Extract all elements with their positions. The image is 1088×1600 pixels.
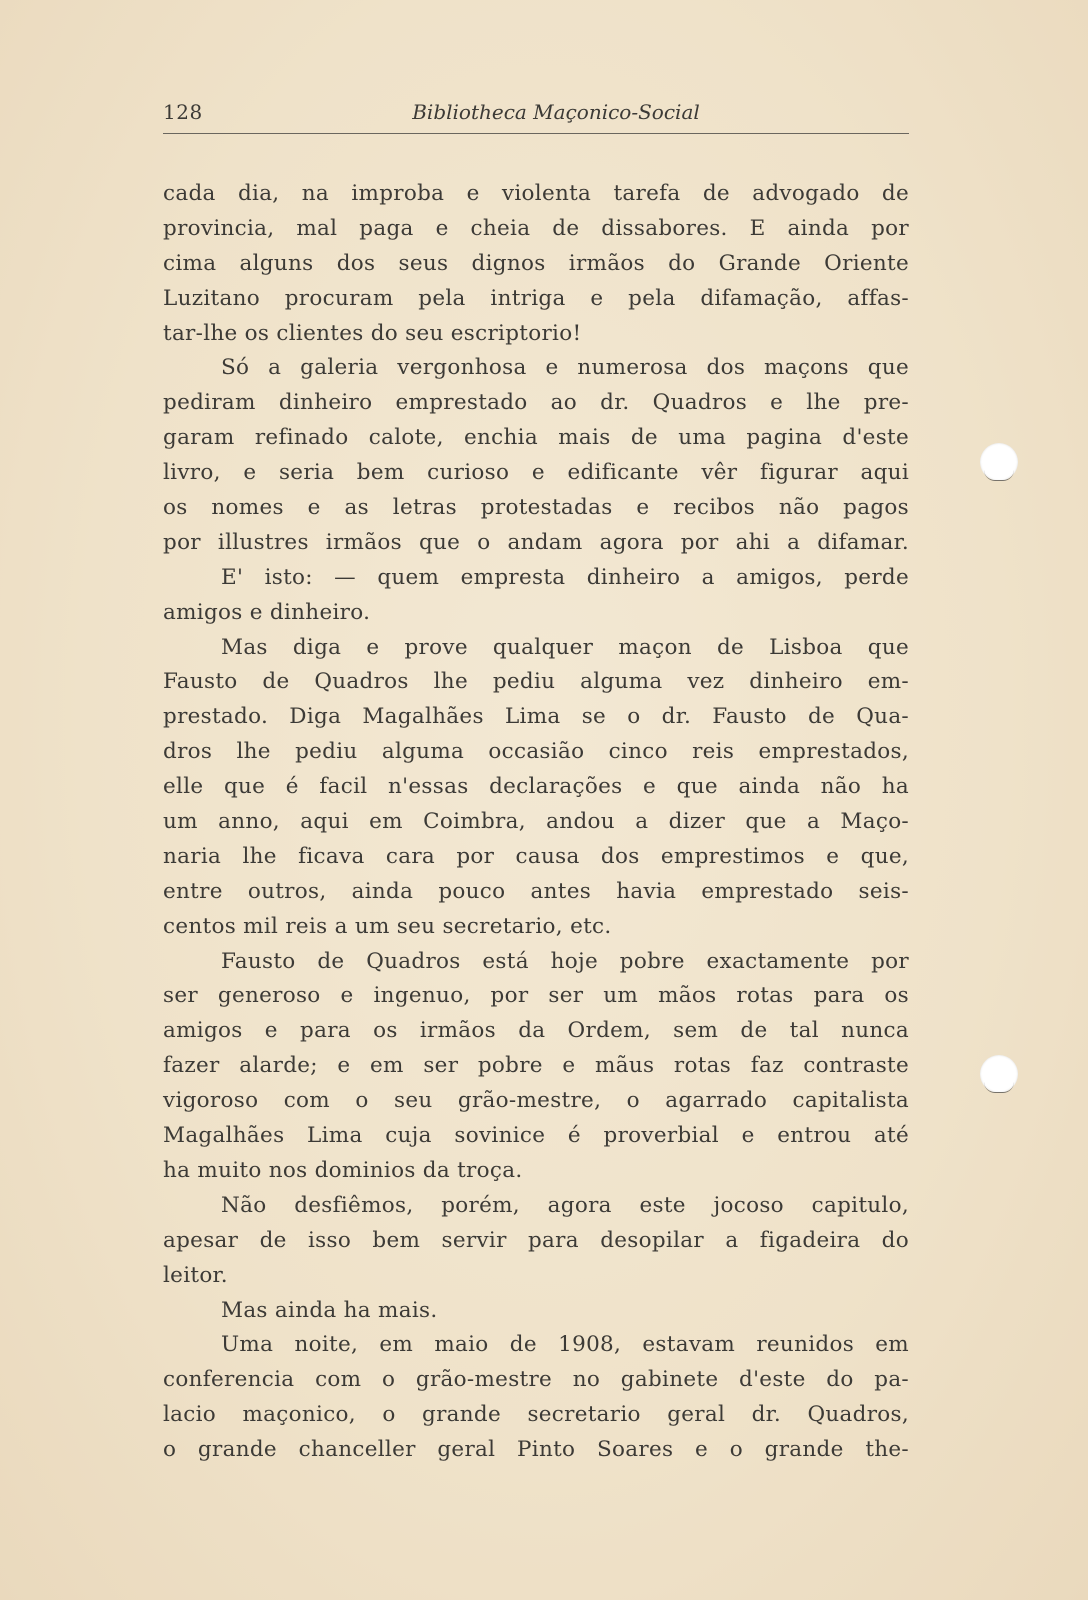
- text-line: livro, e seria bem curioso e edificante vêr figurar aqui: [163, 460, 909, 486]
- text-line: Mas ainda ha mais.: [221, 1297, 438, 1323]
- text-line: Fausto de Quadros está hoje pobre exactamente por: [221, 948, 909, 974]
- page-header: [163, 100, 909, 128]
- text-line: vigoroso com o seu grão-mestre, o agarrado capitalista: [163, 1088, 909, 1114]
- punch-hole-edge: [984, 470, 1014, 481]
- text-line: garam refinado calote, enchia mais de uma pagina d'este: [163, 425, 909, 451]
- text-line: Só a galeria vergonhosa e numerosa dos maçons que: [221, 355, 909, 381]
- text-line: amigos e dinheiro.: [163, 599, 371, 625]
- text-line: ser generoso e ingenuo, por ser um mãos rotas para os: [163, 983, 909, 1009]
- text-line: ha muito nos dominios da troça.: [163, 1157, 523, 1183]
- text-line: um anno, aqui em Coimbra, andou a dizer que a Maço-: [163, 809, 909, 835]
- text-line: lacio maçonico, o grande secretario geral dr. Quadros,: [163, 1402, 909, 1428]
- text-line: por illustres irmãos que o andam agora por ahi a difamar.: [163, 529, 909, 555]
- text-line: tar-lhe os clientes do seu escriptorio!: [163, 320, 582, 346]
- text-line: amigos e para os irmãos da Ordem, sem de tal nunca: [163, 1018, 909, 1044]
- text-line: Mas diga e prove qualquer maçon de Lisboa que: [221, 634, 909, 660]
- body-text: [163, 177, 909, 1468]
- text-line: os nomes e as letras protestadas e recibos não pagos: [163, 495, 909, 521]
- text-line: apesar de isso bem servir para desopilar a figadeira do: [163, 1227, 909, 1253]
- text-line: entre outros, ainda pouco antes havia emprestado seis-: [163, 878, 909, 904]
- text-line: elle que é facil n'essas declarações e que ainda não ha: [163, 774, 909, 800]
- text-line: Fausto de Quadros lhe pediu alguma vez dinheiro em-: [163, 669, 909, 695]
- text-line: Uma noite, em maio de 1908, estavam reunidos em: [221, 1332, 909, 1358]
- text-line: o grande chanceller geral Pinto Soares e o grande the-: [163, 1437, 909, 1463]
- punch-hole-edge: [984, 1082, 1014, 1093]
- text-line: prestado. Diga Magalhães Lima se o dr. Fausto de Qua-: [163, 704, 909, 730]
- text-line: naria lhe ficava cara por causa dos emprestimos e que,: [163, 843, 909, 869]
- text-line: Magalhães Lima cuja sovinice é proverbial e entrou até: [163, 1123, 909, 1149]
- header-rule: [163, 133, 909, 134]
- text-line: dros lhe pediu alguma occasião cinco reis emprestados,: [163, 739, 909, 765]
- text-line: pediram dinheiro emprestado ao dr. Quadros e lhe pre-: [163, 390, 909, 416]
- text-line: conferencia com o grão-mestre no gabinete d'este do pa-: [163, 1367, 909, 1393]
- text-line: Não desfiêmos, porém, agora este jocoso capitulo,: [221, 1192, 909, 1218]
- text-line: E' isto: — quem empresta dinheiro a amigos, perde: [221, 564, 909, 590]
- text-line: fazer alarde; e em ser pobre e mãus rotas faz contraste: [163, 1053, 909, 1079]
- page-number: 128: [163, 100, 203, 124]
- text-line: Luzitano procuram pela intriga e pela difamação, affas-: [163, 285, 909, 311]
- text-line: cada dia, na improba e violenta tarefa de advogado de: [163, 181, 909, 206]
- text-line: centos mil reis a um seu secretario, etc.: [163, 913, 612, 939]
- running-title: Bibliotheca Maçonico-Social: [412, 100, 700, 124]
- text-line: cima alguns dos seus dignos irmãos do Grande Oriente: [163, 250, 909, 276]
- text-line: provincia, mal paga e cheia de dissabores. E ainda por: [163, 215, 909, 241]
- text-line: leitor.: [163, 1262, 228, 1288]
